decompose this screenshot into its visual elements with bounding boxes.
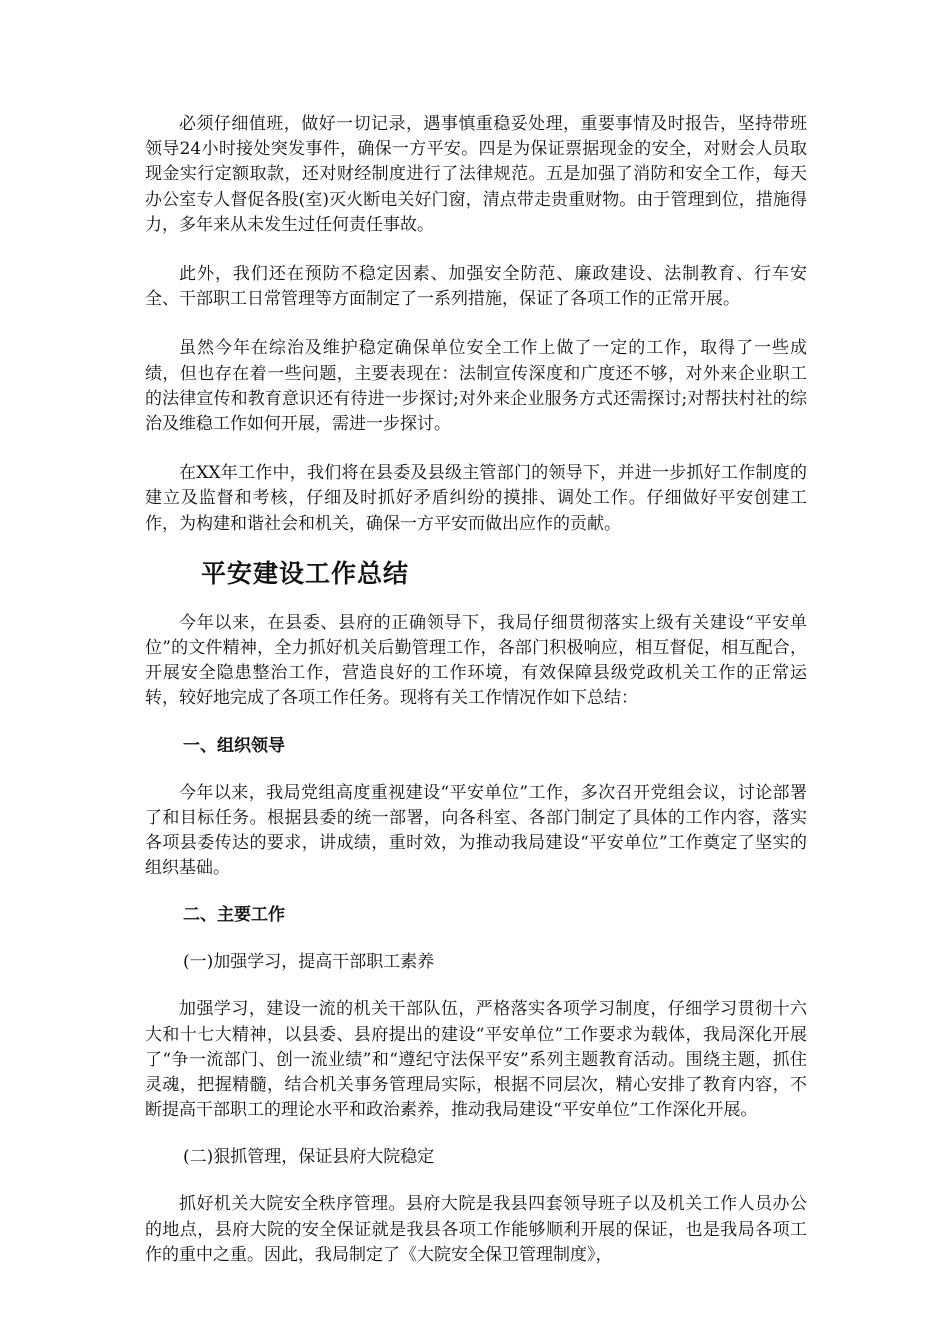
- document-body: [145, 112, 807, 1268]
- paragraph-problems: 虽然今年在综治及维护稳定确保单位安全工作上做了一定的工作，取得了一些成绩，但也存在着一些问题，主要表现在：法制宣传深度和广度还不够，对外来企业职工的法律宣传和教育意识还有待进一步探讨;对外来企业服务方式还需探讨;对帮扶村社的综治及维稳工作如何开展，需进一步探讨。: [145, 338, 807, 435]
- paragraph-organization: 今年以来，我局党组高度重视建设“平安单位”工作，多次召开党组会议，讨论部署了和目标任务。根据县委的统一部署，向各科室、各部门制定了具体的工作内容，落实各项县委传达的要求，讲成绩，重时效，为推动我局建设“平安单位”工作奠定了坚实的组织基础。: [145, 782, 807, 879]
- subheading-study: (一)加强学习，提高干部职工素养: [183, 952, 435, 973]
- paragraph-management: 抓好机关大院安全秩序管理。县府大院是我县四套领导班子以及机关工作人员办公的地点，县府大院的安全保证就是我县各项工作能够顺利开展的保证，也是我局各项工作的重中之重。因此，我局制定了《大院安全保卫管理制度》，: [145, 1194, 807, 1265]
- document-title: 平安建设工作总结: [201, 558, 410, 588]
- subheading-management: (二)狠抓管理，保证县府大院稳定: [183, 1147, 435, 1168]
- paragraph-duty: 必须仔细值班，做好一切记录，遇事慎重稳妥处理，重要事情及时报告，坚持带班领导24小时接处突发事件，确保一方平安。四是为保证票据现金的安全，对财会人员取现金实行定额取款，还对财经制度进行了法律规范。五是加强了消防和安全工作，每天办公室专人督促各股(室)灭火断电关好门窗，清点带走贵重财物。由于管理到位，措施得力，多年来从未发生过任何责任事故。: [145, 114, 807, 235]
- paragraph-outlook: 在XX年工作中，我们将在县委及县级主管部门的领导下，并进一步抓好工作制度的建立及监督和考核，仔细及时抓好矛盾纠纷的摸排、调处工作。仔细做好平安创建工作，为构建和谐社会和机关，确保一方平安而做出应作的贡献。: [145, 463, 807, 534]
- paragraph-measures: 此外，我们还在预防不稳定因素、加强安全防范、廉政建设、法制教育、行车安全、干部职工日常管理等方面制定了一系列措施，保证了各项工作的正常开展。: [145, 264, 807, 310]
- paragraph-intro: 今年以来，在县委、县府的正确领导下，我局仔细贯彻落实上级有关建设“平安单位”的文件精神，全力抓好机关后勤管理工作，各部门积极响应，相互督促，相互配合，开展安全隐患整治工作，营造良好的工作环境，有效保障县级党政机关工作的正常运转，较好地完成了各项工作任务。现将有关工作情况作如下总结：: [145, 612, 807, 709]
- section-heading-main-work: 二、主要工作: [183, 905, 285, 926]
- section-heading-organization: 一、组织领导: [183, 735, 285, 756]
- paragraph-study: 加强学习，建设一流的机关干部队伍，严格落实各项学习制度，仔细学习贯彻十六大和十七大精神，以县委、县府提出的建设“平安单位”工作要求为载体，我局深化开展了“争一流部门、创一流业绩”和“遵纪守法保平安”系列主题教育活动。围绕主题，抓住灵魂，把握精髓，结合机关事务管理局实际，根据不同层次，精心安排了教育内容，不断提高干部职工的理论水平和政治素养，推动我局建设“平安单位”工作深化开展。: [145, 999, 807, 1121]
